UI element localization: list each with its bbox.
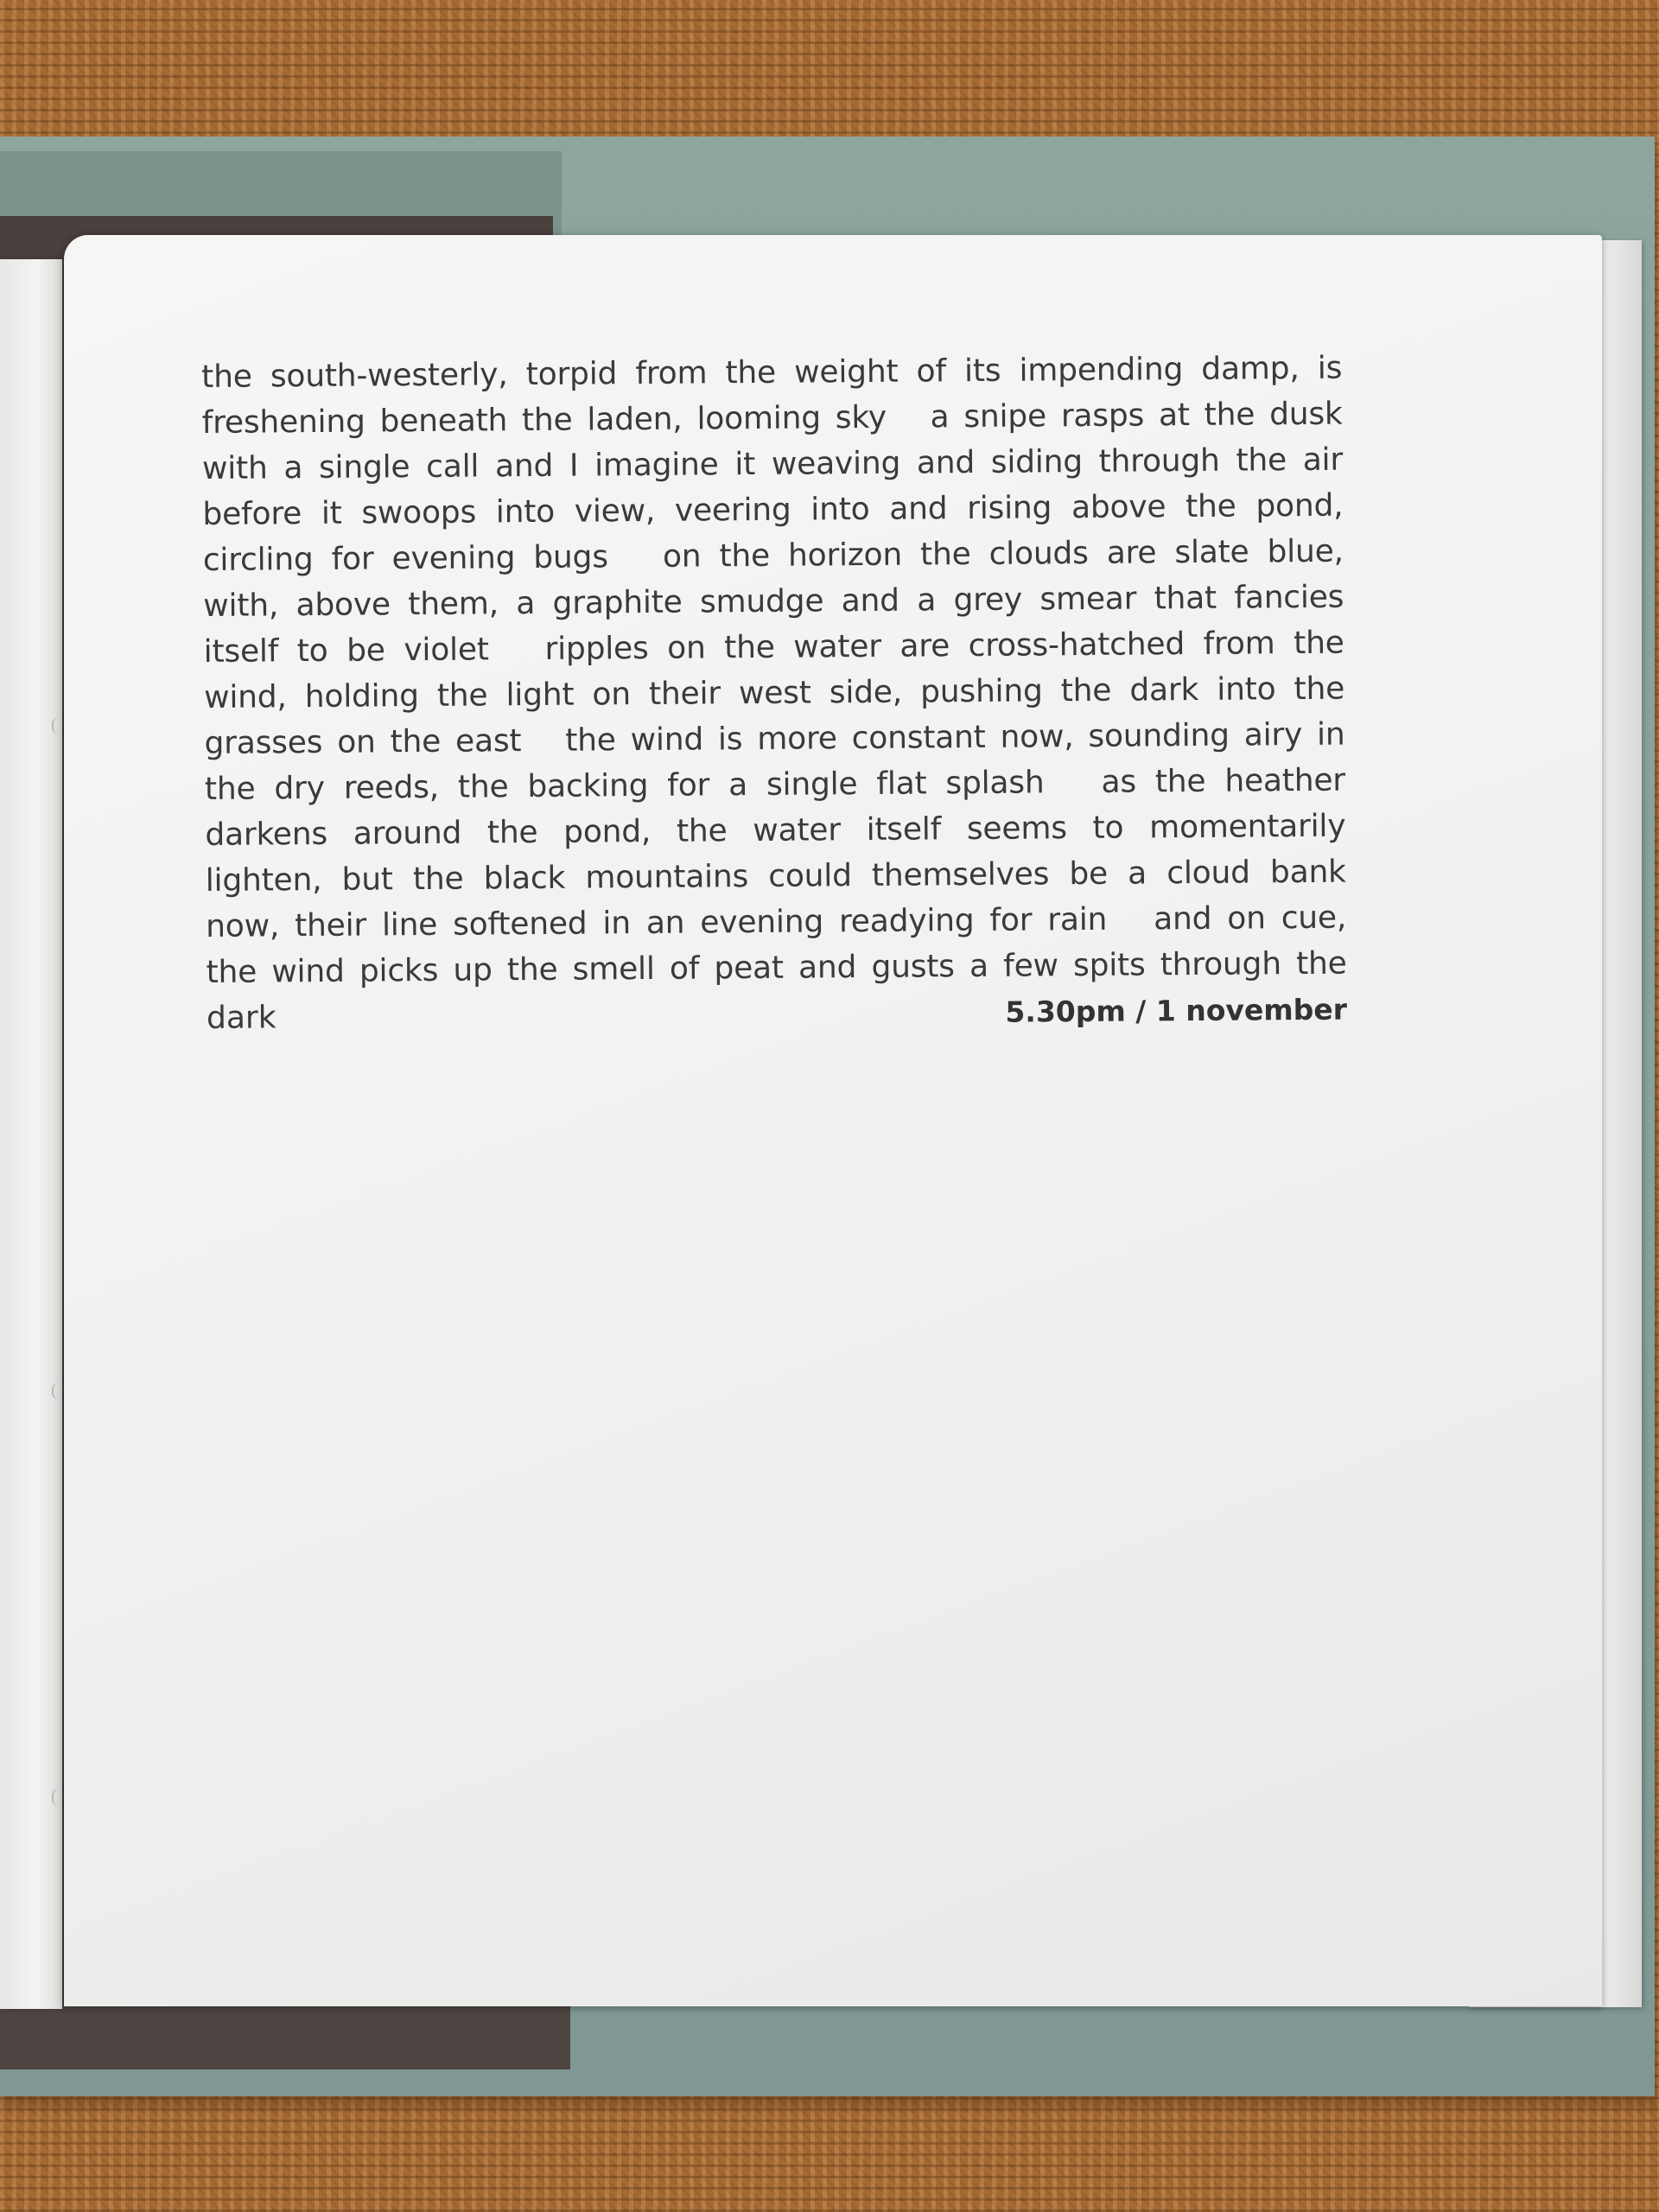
poem-line: circling for evening bugs on the horizon the clouds are slate blue, (202, 533, 1344, 578)
binding-stitch (52, 717, 62, 734)
binding-stitch (52, 1382, 62, 1400)
poem-line: freshening beneath the laden, looming sky a snipe rasps at the dusk (201, 396, 1343, 441)
poem-line: lighten, but the black mountains could themselves be a cloud bank (205, 854, 1346, 899)
prose-poem (201, 346, 1347, 1041)
poem-line: with a single call and I imagine it weaving and siding through the air (201, 442, 1344, 486)
poem-line: darkens around the pond, the water itself seems to momentarily (205, 808, 1346, 853)
poem-line: the south-westerly, torpid from the weight of its impending damp, is (201, 350, 1343, 395)
poem-line: the dry reeds, the backing for a single flat splash as the heather (204, 762, 1346, 807)
poem-timestamp: 5.30pm / 1 november (1005, 992, 1348, 1029)
poem-line: grasses on the east the wind is more constant now, sounding airy in (204, 716, 1345, 761)
poem-line: the wind picks up the smell of peat and gusts a few spits through the (206, 945, 1347, 990)
poem-line: before it swoops into view, veering into and rising above the pond, (202, 487, 1344, 532)
poem-line: with, above them, a graphite smudge and a grey smear that fancies (203, 579, 1344, 624)
poem-line: wind, holding the light on their west side, pushing the dark into the (203, 671, 1345, 715)
poem-line: now, their line softened in an evening readying for rain and on cue, (206, 899, 1347, 944)
binding-stitch (52, 1789, 62, 1806)
poem-line: itself to be violet ripples on the water are cross-hatched from the (203, 625, 1344, 670)
poem-final-row (207, 987, 1347, 1041)
poem-final-word: dark (206, 1000, 276, 1036)
left-page-edge (0, 259, 62, 2009)
